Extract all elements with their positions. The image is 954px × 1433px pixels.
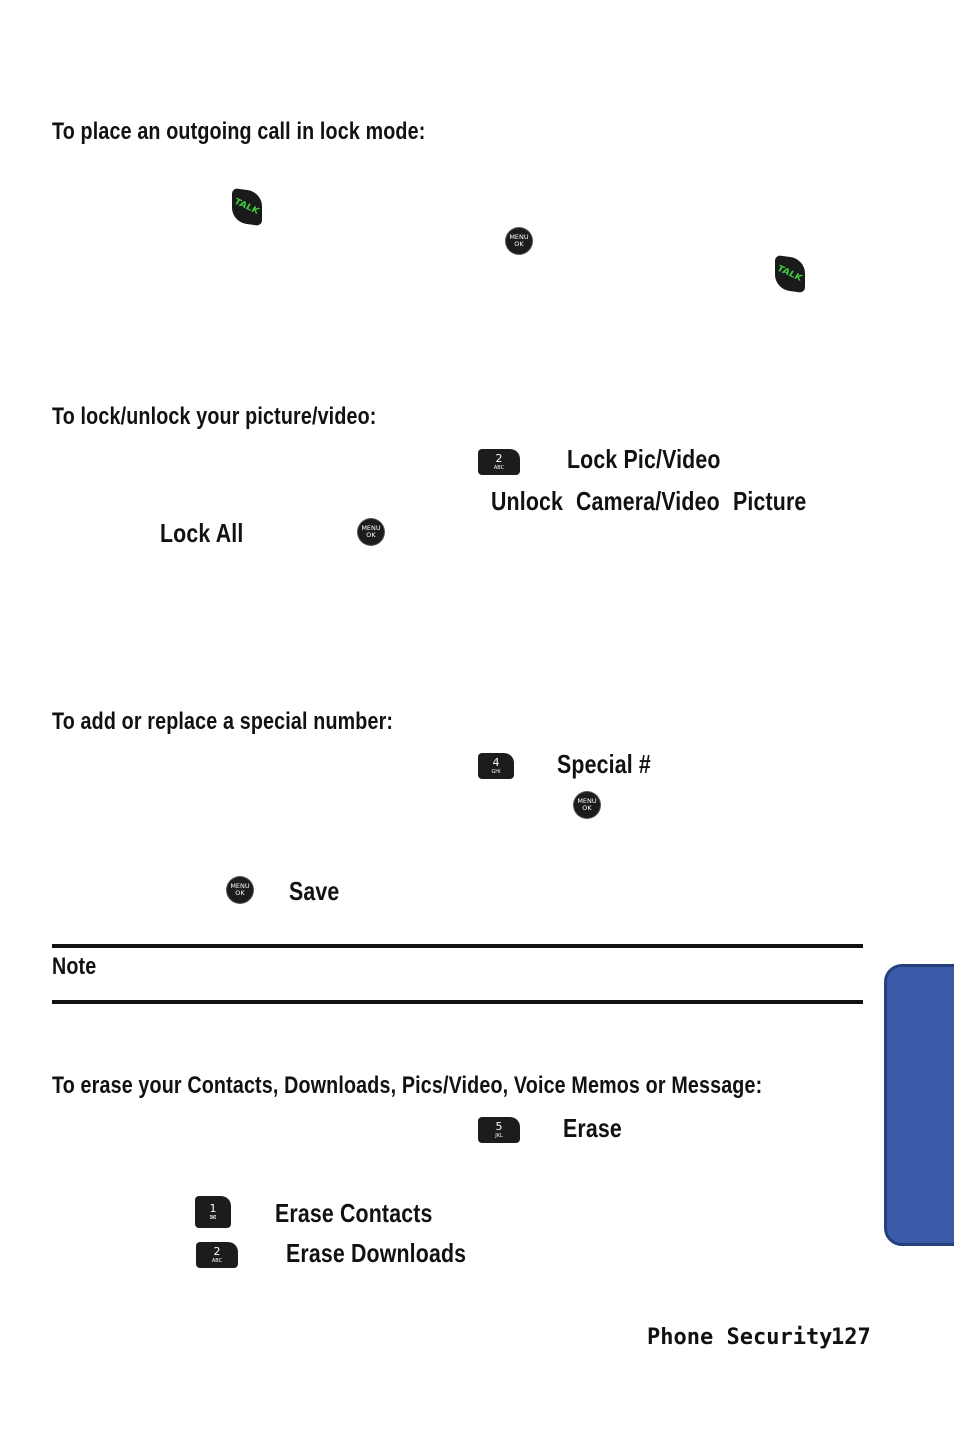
menu-item-special-number: Special # bbox=[557, 749, 651, 779]
key-digit: 5 bbox=[495, 1120, 503, 1133]
key-digit: 2 bbox=[495, 452, 503, 465]
save-option-label: Save bbox=[289, 876, 340, 906]
chapter-side-tab bbox=[884, 964, 954, 1246]
menu-key-top-label: MENU bbox=[577, 797, 597, 805]
option-erase-downloads: Erase Downloads bbox=[286, 1238, 467, 1268]
menu-key-bottom-label: OK bbox=[582, 804, 592, 812]
heading-special-number: To add or replace a special number: bbox=[52, 708, 394, 735]
key-digit: 1 bbox=[209, 1202, 217, 1215]
menu-ok-key-icon bbox=[574, 792, 600, 818]
menu-key-bottom-label: OK bbox=[514, 240, 524, 248]
talk-key-label: TALK bbox=[776, 263, 804, 285]
option-lock-all: Lock All bbox=[160, 518, 244, 548]
talk-key-icon bbox=[232, 188, 262, 226]
key-1-icon bbox=[195, 1196, 231, 1228]
menu-key-top-label: MENU bbox=[509, 233, 529, 241]
menu-key-top-label: MENU bbox=[361, 524, 381, 532]
footer-section-title: Phone Security bbox=[647, 1325, 833, 1350]
menu-ok-key-icon bbox=[227, 877, 253, 903]
key-letters: ABC bbox=[211, 1258, 223, 1264]
note-top-rule bbox=[52, 944, 863, 948]
menu-key-bottom-label: OK bbox=[235, 889, 245, 897]
note-label: Note bbox=[52, 953, 97, 980]
option-erase-contacts: Erase Contacts bbox=[275, 1198, 433, 1228]
heading-erase: To erase your Contacts, Downloads, Pics/Video, Voice Memos or Message: bbox=[52, 1072, 763, 1099]
key-5-icon bbox=[478, 1117, 520, 1143]
talk-key-label: TALK bbox=[233, 196, 261, 218]
menu-item-lock-pic-video: Lock Pic/Video bbox=[567, 444, 721, 474]
key-digit: 2 bbox=[213, 1245, 221, 1258]
option-unlock: Unlock bbox=[491, 486, 564, 516]
menu-key-top-label: MENU bbox=[230, 882, 250, 890]
key-4-icon bbox=[478, 753, 514, 779]
heading-lock-pic: To lock/unlock your picture/video: bbox=[52, 403, 377, 430]
menu-item-erase: Erase bbox=[563, 1113, 622, 1143]
key-2-icon bbox=[196, 1242, 238, 1268]
key-letters: GHI bbox=[491, 769, 501, 775]
menu-key-bottom-label: OK bbox=[366, 531, 376, 539]
key-letters: JKL bbox=[495, 1133, 503, 1139]
key-digit: 4 bbox=[492, 756, 500, 769]
heading-place-call: To place an outgoing call in lock mode: bbox=[52, 118, 426, 145]
option-camera-video: Camera/Video bbox=[576, 486, 720, 516]
menu-ok-key-icon bbox=[506, 228, 532, 254]
key-2-icon bbox=[478, 449, 520, 475]
footer-page-number: 127 bbox=[831, 1325, 871, 1350]
talk-key-icon bbox=[775, 255, 805, 293]
key-letters: ✉ bbox=[209, 1213, 217, 1222]
note-bottom-rule bbox=[52, 1000, 863, 1004]
menu-ok-key-icon bbox=[358, 519, 384, 545]
key-letters: ABC bbox=[493, 465, 505, 471]
option-picture: Picture bbox=[733, 486, 807, 516]
